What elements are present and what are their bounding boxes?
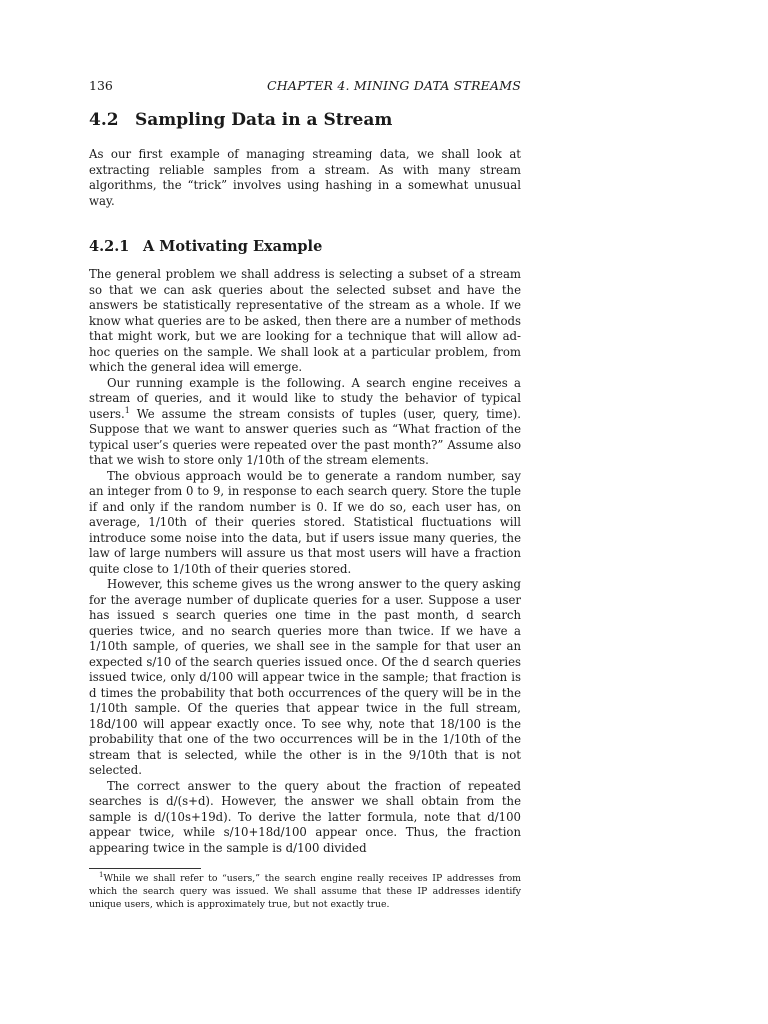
chapter-title: CHAPTER 4. MINING DATA STREAMS bbox=[266, 78, 521, 93]
paragraph-wrong-answer: However, this scheme gives us the wrong answer to the query asking for the average number of duplicate queries for a user. Suppose a user has issued s search queries one time in the past month, d search queries twice, and no search queries more than twice. If we have a 1/10th sample, of queries, we shall see in the sample for that user an expected s/10 of the search queries issued once. Of the d search queries issued twice, only d/100 will appear twice in the sample; that fraction is d times the probability that both occurrences of the query will be in the 1/10th sample. Of the queries that appear twice in the full stream, 18d/100 will appear exactly once. To see why, note that 18/100 is the probability that one of the two occurrences will be in the 1/10th of the stream that is selected, while the other is in the 9/10th that is not selected. bbox=[89, 577, 521, 777]
page-number: 136 bbox=[89, 78, 113, 93]
footnote-number: 1 bbox=[99, 870, 104, 879]
section-number: 4.2 bbox=[89, 110, 119, 130]
book-page bbox=[89, 70, 521, 920]
subsection-number: 4.2.1 bbox=[89, 238, 130, 255]
paragraph-running-example-part1: Our running example is the following. A search engine receives a stream of queries, and it would like to study the behavior of typical users. bbox=[89, 375, 521, 421]
paragraph-running-example-part2: We assume the stream consists of tuples (user, query, time). Suppose that we want to answer queries such as “What fraction of the typical user’s queries were repeated over the past month?” Assume also that we wish to store only 1/10th of the stream elements. bbox=[89, 406, 521, 467]
paragraph-obvious-approach: The obvious approach would be to generate a random number, say an integer from 0 to 9, in response to each search query. Store the tuple if and only if the random number is 0. If we do so, each user has, on average, 1/10th of their queries stored. Statistical fluctuations will introduce some noise into the data, but if users issue many queries, the law of large numbers will assure us that most users will have a fraction quite close to 1/10th of their queries stored. bbox=[89, 468, 521, 576]
running-head bbox=[89, 70, 521, 93]
paragraph-correct-answer: The correct answer to the query about the fraction of repeated searches is d/(s+d). However, the answer we shall obtain from the sample is d/(10s+19d). To derive the latter formula, note that d/100 appear twice, while s/10+18d/100 appear once. Thus, the fraction appearing twice in the sample is d/100 divided bbox=[89, 778, 521, 855]
footnote-text: While we shall refer to “users,” the search engine really receives IP addresses from which the search query was issued. We shall assume that these IP addresses identify unique users, which is approximately true, but not exactly true. bbox=[89, 873, 521, 910]
footnote-divider bbox=[89, 868, 201, 869]
footnote-marker: 1 bbox=[124, 405, 130, 415]
footnote bbox=[89, 872, 521, 911]
section-title: Sampling Data in a Stream bbox=[135, 110, 393, 130]
paragraph-running-example bbox=[89, 376, 521, 469]
section-intro-paragraph: As our first example of managing streaming data, we shall look at extracting reliable samples from a stream. As with many stream algorithms, the “trick” involves using hashing in a somewhat unusual way. bbox=[89, 147, 521, 208]
subsection-heading bbox=[89, 238, 521, 255]
paragraph-general-problem: The general problem we shall address is selecting a subset of a stream so that we can ask queries about the selected subset and have the answers be statistically representative of the stream as a whole. If we know what queries are to be asked, then there are a number of methods that might work, but we are looking for a technique that will allow ad-hoc queries on the sample. We shall look at a particular problem, from which the general idea will emerge. bbox=[89, 267, 521, 374]
subsection-title: A Motivating Example bbox=[143, 238, 323, 255]
section-heading bbox=[89, 110, 521, 130]
